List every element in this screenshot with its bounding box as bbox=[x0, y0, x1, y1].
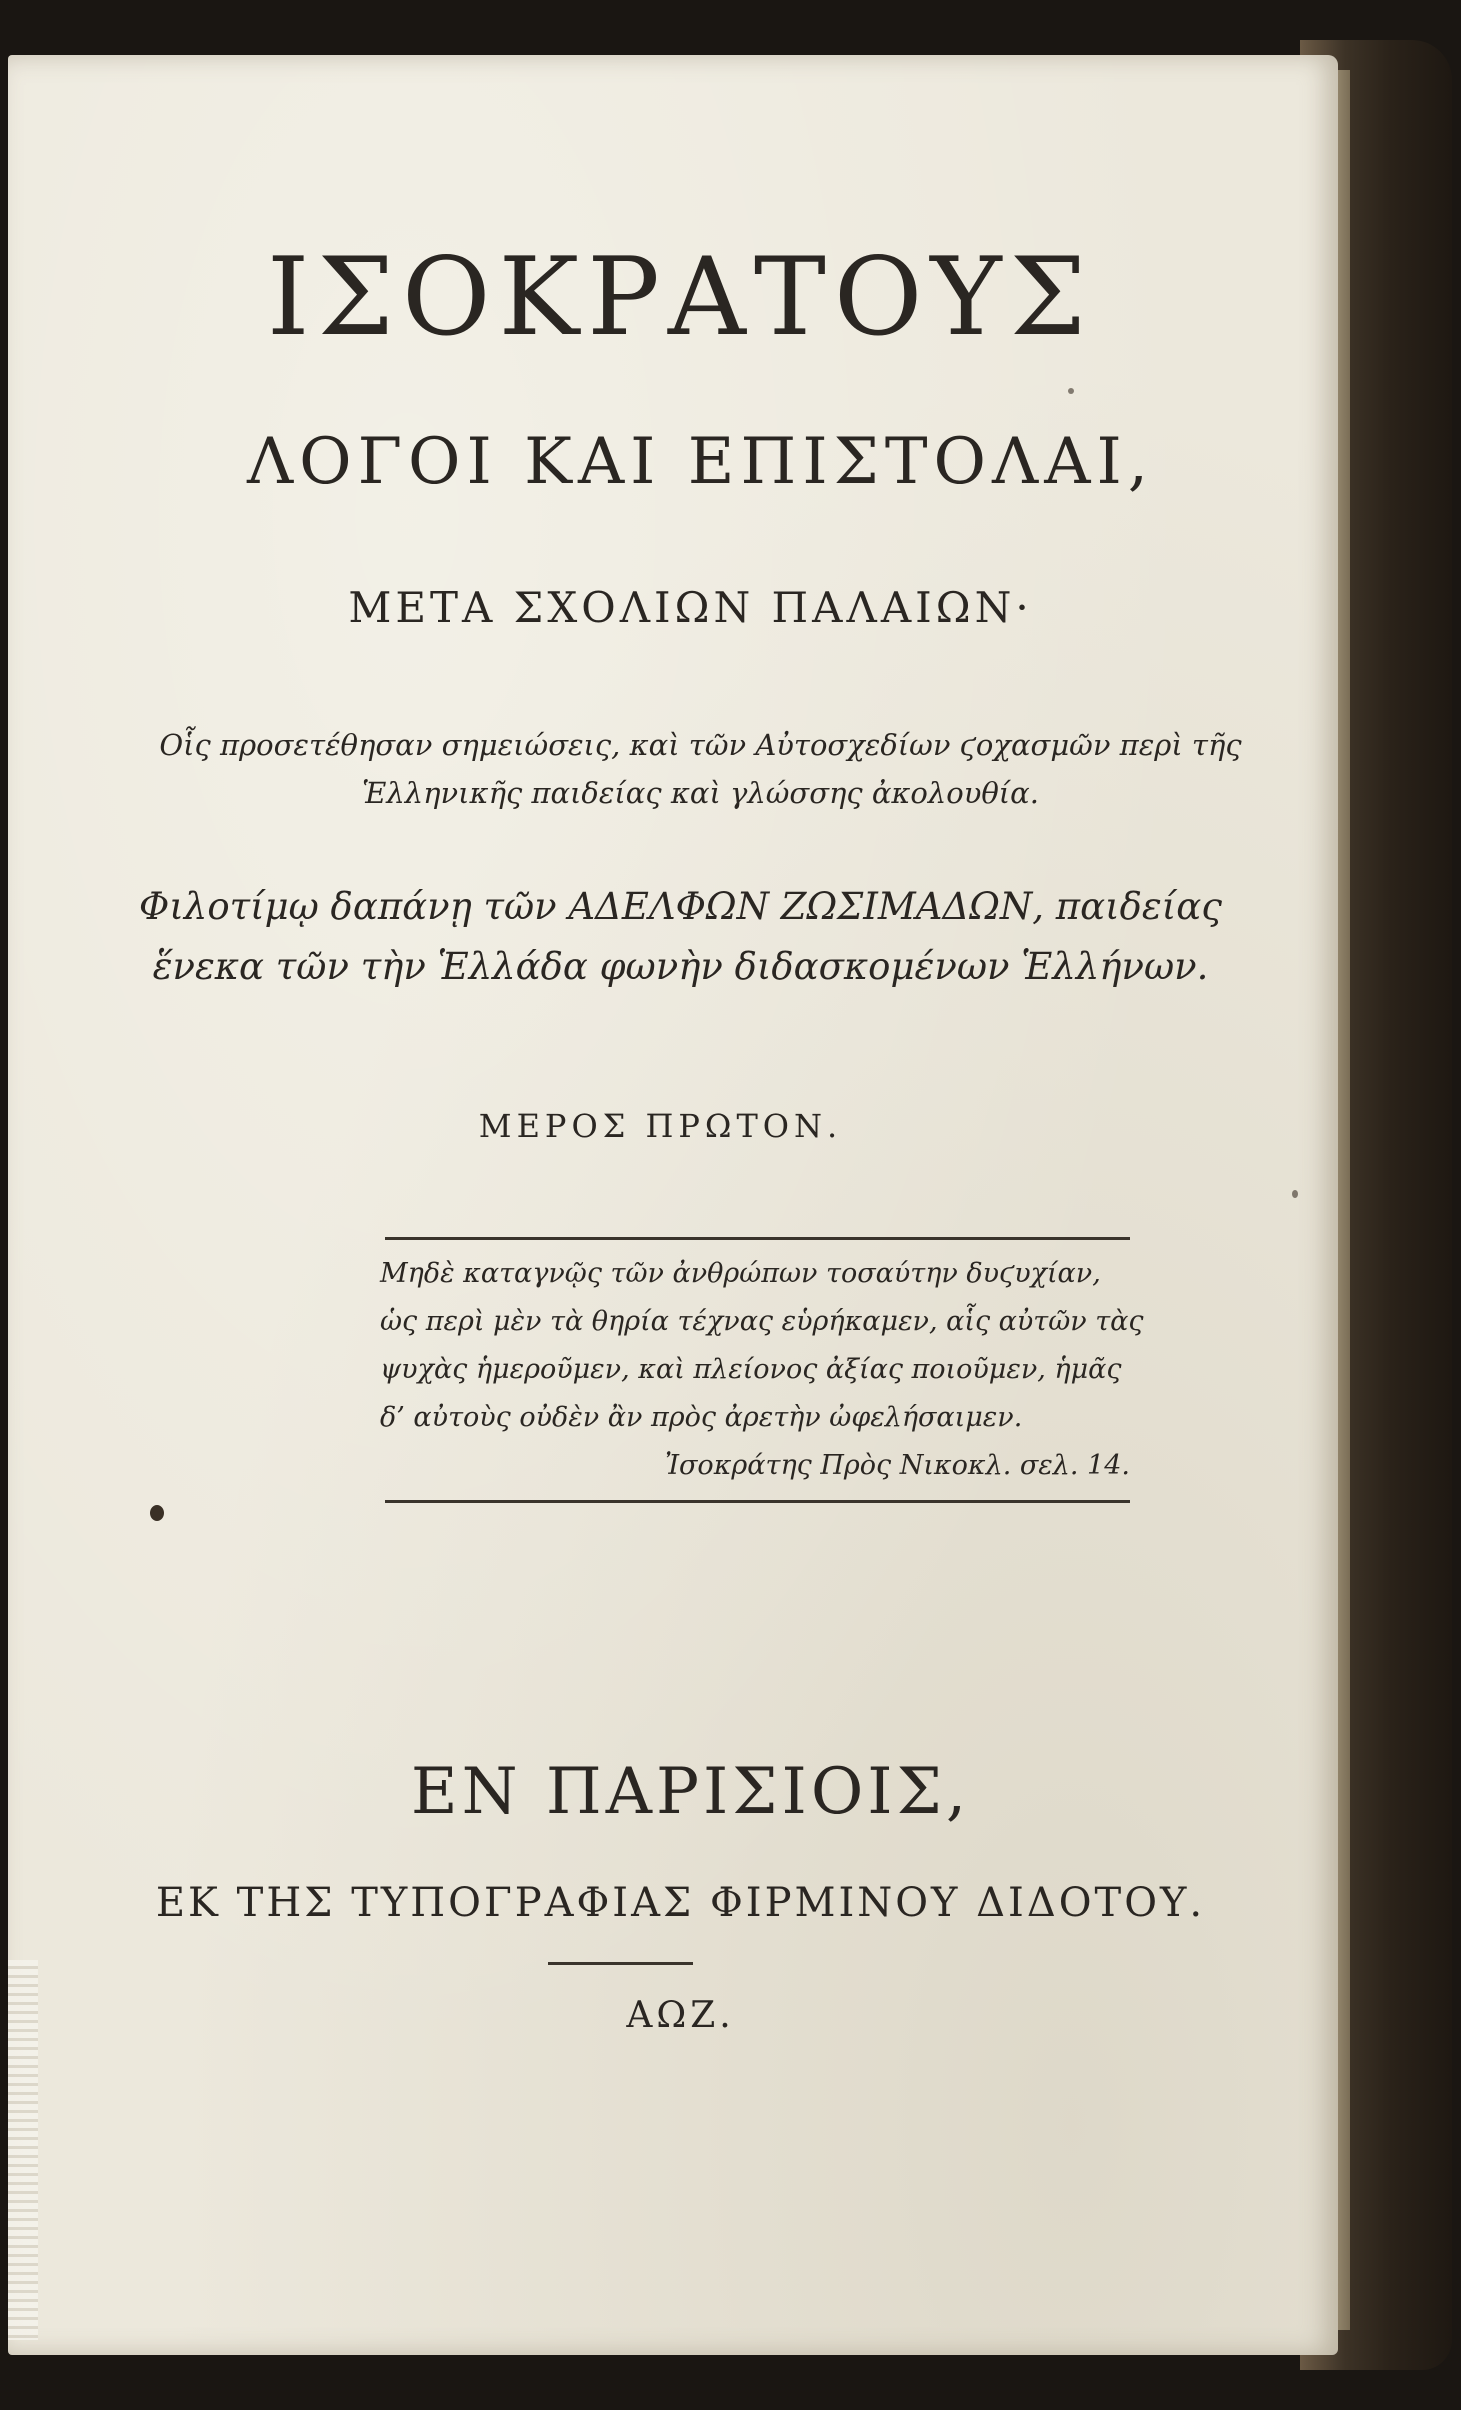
ink-speck bbox=[1068, 388, 1074, 394]
epigraph-bottom-rule bbox=[385, 1500, 1130, 1503]
epigraph-citation: Ἰσοκράτης Πρὸς Νικοκλ. σελ. 14. bbox=[664, 1450, 1130, 1481]
epigraph-line-2: ὡς περὶ μὲν τὰ θηρία τέχνας εὑρήκαμεν, αἷς αὐτῶν τὰς bbox=[380, 1306, 1144, 1337]
epigraph-line-4: δ’ αὐτοὺς οὐδὲν ἂν πρὸς ἀρετὴν ὠφελήσαιμεν. bbox=[380, 1402, 1023, 1433]
note-line-2: Ἑλληνικῆς παιδείας καὶ γλώσσης ἀκολουθία. bbox=[362, 776, 1039, 810]
epigraph-line-3: ψυχὰς ἡμεροῦμεν, καὶ πλείονος ἀξίας ποιοῦμεν, ἡμᾶς bbox=[380, 1354, 1122, 1385]
imprint-year: ΑΩΖ. bbox=[626, 1995, 735, 2036]
ink-speck bbox=[1292, 1190, 1298, 1198]
part-label: ΜΕΡΟΣ ΠΡΩΤΟΝ. bbox=[478, 1107, 843, 1145]
sponsor-line-2: ἕνεκα τῶν τὴν Ἑλλάδα φωνὴν διδασκομένων Ἑλλήνων. bbox=[152, 945, 1209, 988]
book-subtitle: ΛΟΓΟΙ ΚΑΙ ΕΠΙΣΤΟΛΑΙ, bbox=[246, 425, 1155, 499]
book-meta: ΜΕΤΑ ΣΧΟΛΙΩΝ ΠΑΛΑΙΩΝ· bbox=[348, 583, 1033, 632]
ink-speck bbox=[150, 1505, 164, 1521]
note-line-1: Οἷς προσετέθησαν σημειώσεις, καὶ τῶν Αὐτοσχεδίων ϛοχασμῶν περὶ τῆς bbox=[159, 728, 1242, 762]
epigraph-line-1: Μηδὲ καταγνῷς τῶν ἀνθρώπων τοσαύτην δυϛυχίαν, bbox=[380, 1258, 1101, 1289]
sponsor-line-1: Φιλοτίμῳ δαπάνῃ τῶν ΑΔΕΛΦΩΝ ΖΩΣΙΜΑΔΩΝ, παιδείας bbox=[139, 885, 1222, 928]
epigraph-top-rule bbox=[385, 1237, 1130, 1240]
imprint-place: ΕΝ ΠΑΡΙΣΙΟΙΣ, bbox=[410, 1755, 971, 1829]
book-title: ΙΣΟΚΡΑΤΟΥΣ bbox=[266, 235, 1095, 360]
year-rule bbox=[548, 1962, 693, 1965]
imprint-press: ΕΚ ΤΗΣ ΤΥΠΟΓΡΑΦΙΑΣ ΦΙΡΜΙΝΟΥ ΔΙΔΟΤΟΥ. bbox=[155, 1880, 1206, 1926]
epigraph bbox=[380, 1258, 1144, 1488]
